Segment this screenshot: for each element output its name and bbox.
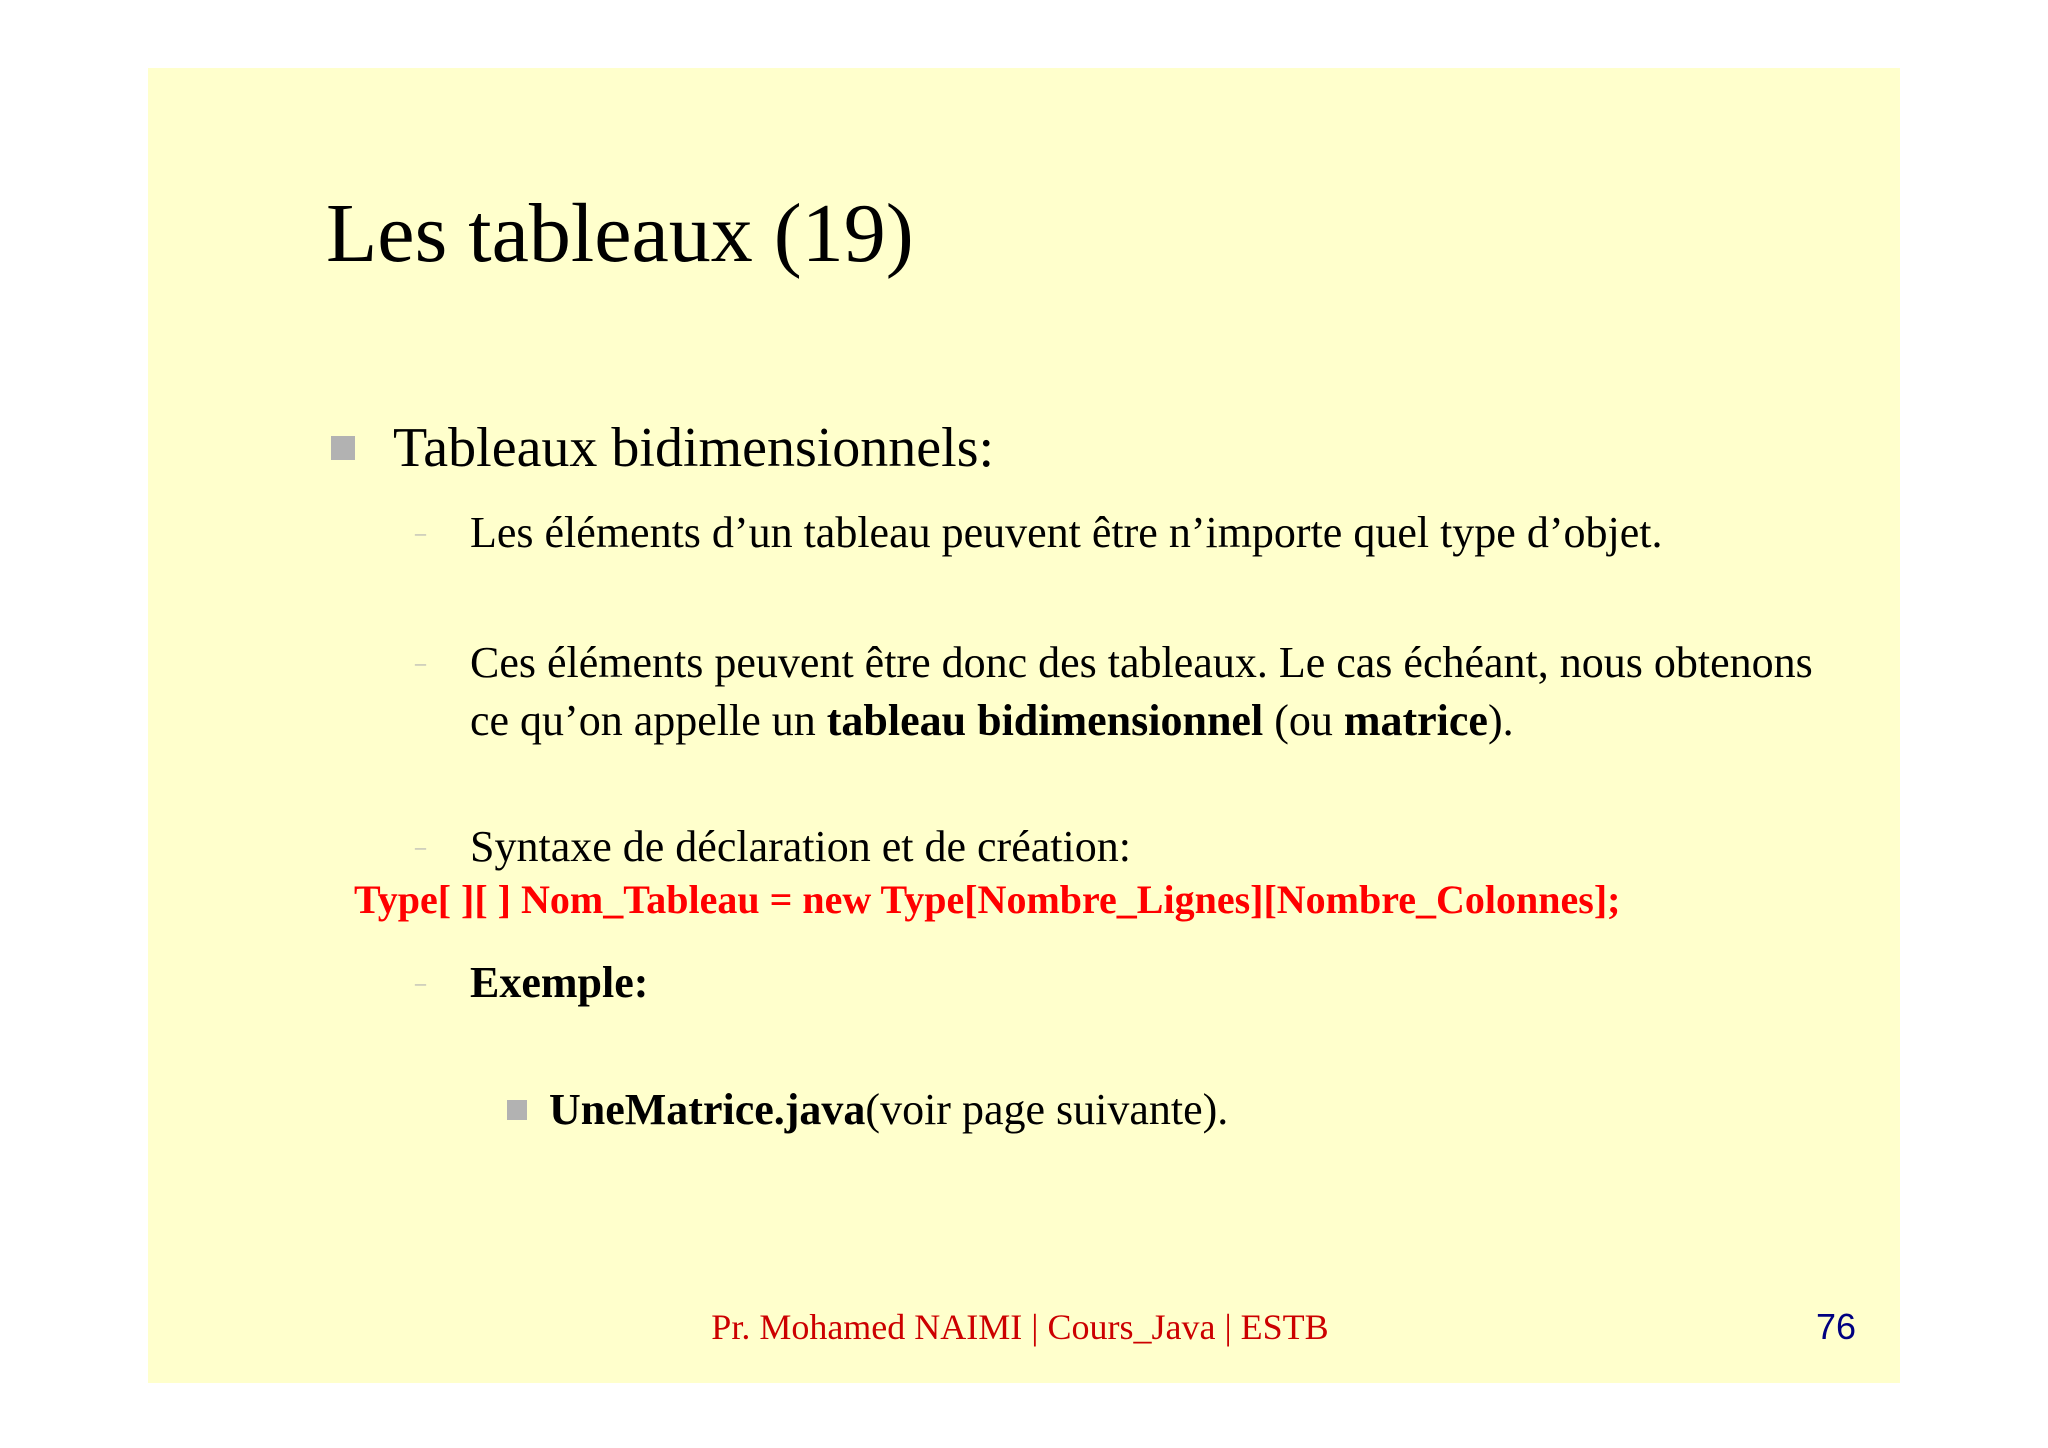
- sub-item-1-text: Les éléments d’un tableau peuvent être n’importe quel type d’objet.: [470, 508, 1663, 557]
- dash-bullet-icon: –: [415, 520, 426, 545]
- dash-bullet-icon: –: [415, 970, 426, 995]
- sub-item-2-text-cont: (ou: [1263, 696, 1344, 745]
- bullet-level3-text: (voir page suivante).: [865, 1085, 1229, 1134]
- bold-term-tableau-bidimensionnel: tableau bidimensionnel: [826, 696, 1264, 745]
- slide-title: Les tableaux (19): [326, 187, 914, 280]
- bullet-level1-text: Tableaux bidimensionnels:: [393, 417, 995, 479]
- sub-item-1: [415, 504, 1850, 562]
- slide-footer: Pr. Mohamed NAIMI | Cours_Java | ESTB: [711, 1307, 1329, 1347]
- bullet-level3: [507, 1084, 1228, 1135]
- sub-item-3-text: Syntaxe de déclaration et de création:: [470, 822, 1131, 871]
- sub-item-3: [415, 818, 1850, 876]
- bullet-level1: [331, 417, 995, 479]
- syntax-code-line: Type[ ][ ] Nom_Tableau = new Type[Nombre_Lignes][Nombre_Colonnes];: [354, 877, 1621, 922]
- slide: [148, 68, 1900, 1383]
- square-bullet-icon: [507, 1100, 527, 1120]
- sub-item-2: [415, 634, 1850, 750]
- square-bullet-icon: [331, 436, 355, 460]
- file-name: UneMatrice.java: [549, 1085, 866, 1134]
- dash-bullet-icon: –: [415, 650, 426, 675]
- sub-item-2-text-end: ).: [1487, 696, 1514, 745]
- bold-term-matrice: matrice: [1343, 696, 1488, 745]
- sub-item-4-text: Exemple:: [470, 958, 649, 1007]
- sub-item-2-text: Ces éléments peuvent être donc des tableaux. Le cas échéant, nous obtenons ce qu’on appelle un: [470, 638, 1813, 745]
- dash-bullet-icon: –: [415, 834, 426, 859]
- page-number: 76: [1815, 1306, 1856, 1347]
- sub-item-4: [415, 954, 1850, 1012]
